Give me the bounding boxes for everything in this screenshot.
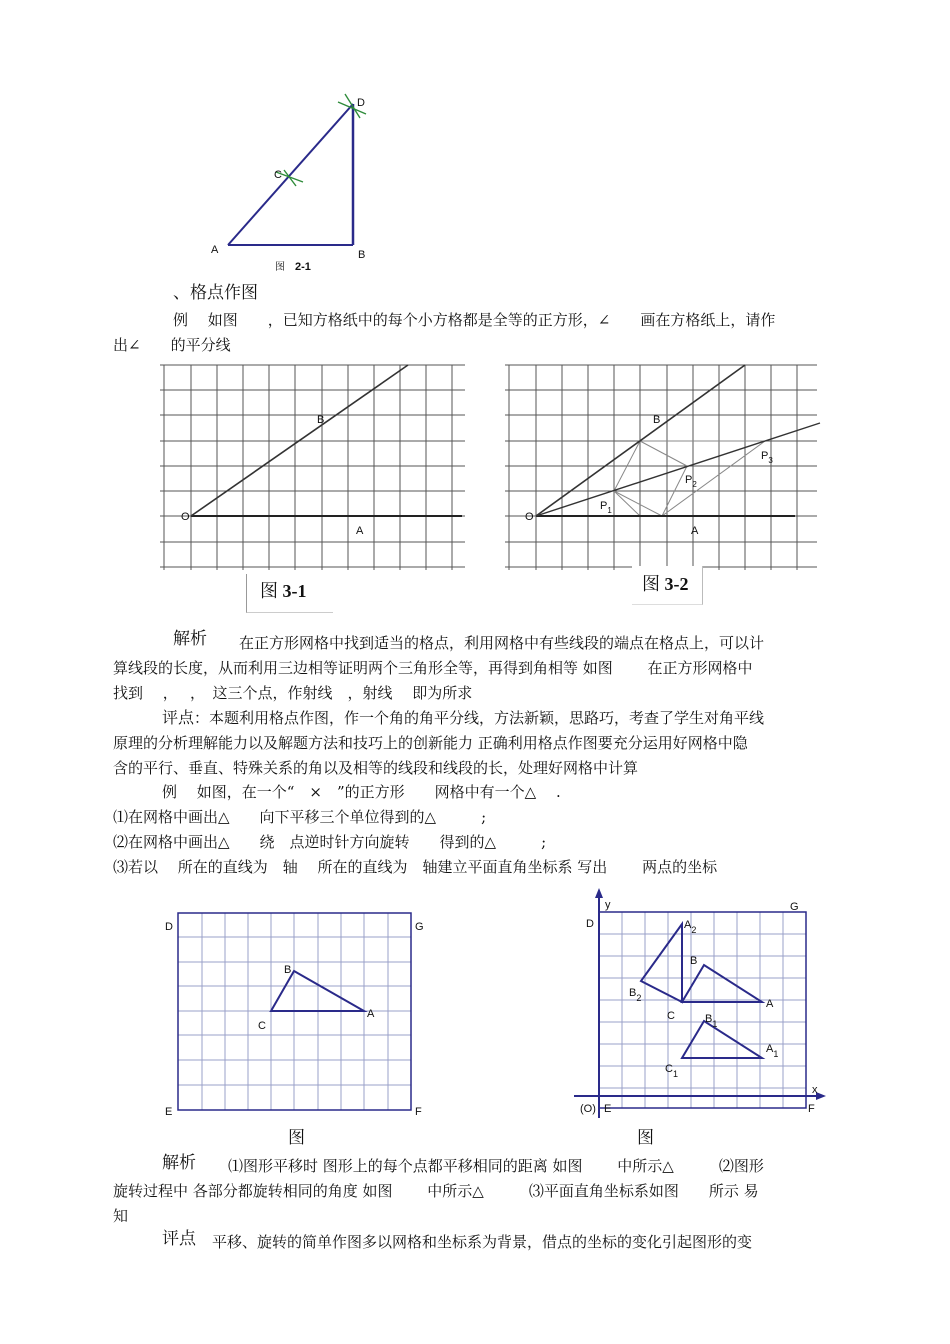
triangle-a2b2c2 [641,924,682,1002]
analysis1-head: 解析 [173,629,207,649]
figure-grid-left[interactable] [150,905,440,1125]
example1-line1: 例 如图 ，已知方格纸中的每个小方格都是全等的正方形，∠ 画在方格纸上，请作 [173,311,776,329]
label-r-d: D [586,918,594,930]
label-p1: $P_1$ [600,500,612,515]
caption-3-1-prefix: 图 [260,581,278,601]
label-r-a: A [766,998,774,1010]
label-r-b: B [690,955,698,967]
label-3-1-b: B [317,414,325,426]
figure-grid-right[interactable] [570,888,840,1128]
figure-3-1[interactable] [160,365,470,575]
label-l-e: E [165,1106,173,1118]
label-r-e: E [604,1103,612,1115]
bisector-ray [536,423,820,516]
x-axis-arrow [816,1092,826,1100]
figure-3-2[interactable] [505,365,825,575]
caption-grid-right: 图 [637,1128,654,1147]
analysis2-line1: ⑴图形平移时 图形上的每个点都平移相同的距离 如图 中所示△ ⑵图形 [228,1157,764,1175]
label-r-a1: $A_1$ [766,1043,779,1059]
triangle-abc-r [682,965,762,1002]
analysis2-line3: 知 [113,1207,129,1225]
label-d: D [357,97,365,109]
caption-3-2 [642,573,689,595]
y-axis-arrow [595,888,603,898]
segment-ad [228,104,353,245]
label-l-b: B [284,964,292,976]
label-r-f: F [808,1103,815,1115]
comment1-line2: 原理的分析理解能力以及解题方法和技巧上的创新能力 正确利用格点作图要充分运用好网格中隐 [113,734,748,752]
comment1-line3: 含的平行、垂直、特殊关系的角以及相等的线段和线段的长，处理好网格中计算 [113,759,639,777]
label-3-2-b: B [653,414,661,426]
analysis1-line1: 在正方形网格中找到适当的格点，利用网格中有些线段的端点在格点上，可以计 [239,634,765,652]
analysis2-head: 解析 [162,1153,196,1173]
figure-2-1 [200,90,380,280]
caption-3-2-number: 3-2 [664,574,689,594]
section-title: 、格点作图 [173,283,258,303]
comment2-line1: 平移、旋转的简单作图多以网格和坐标系为背景，借点的坐标的变化引起图形的变 [212,1233,753,1251]
example2-item2: ⑵在网格中画出△ 绕 点逆时针方向旋转 得到的△ ; [113,833,547,851]
label-r-g: G [790,901,799,913]
label-b: B [358,249,366,261]
label-r-b2: $B_2$ [629,987,642,1003]
label-r-o: (O) [580,1103,596,1115]
label-r-c1: $C_1$ [665,1063,678,1079]
caption-3-1-number: 3-1 [282,581,307,601]
analysis2-line2: 旋转过程中 各部分都旋转相同的角度 如图 中所示△ ⑶平面直角坐标系如图 所示 易 [113,1182,759,1200]
label-r-y: y [605,899,611,911]
label-3-1-o: O [181,511,190,523]
label-p3: $P_3$ [761,450,773,465]
label-r-a2: $A_2$ [684,919,697,935]
label-3-2-o: O [525,511,534,523]
caption-2-1-prefix: 图 [275,262,285,273]
label-l-f: F [415,1106,422,1118]
grid-3-2 [505,365,817,570]
analysis1-line3: 找到 ， ， 这三个点，作射线 ，射线 即为所求 [113,684,473,702]
analysis1-line2: 算线段的长度，从而利用三边相等证明两个三角形全等，再得到角相等 如图 在正方形网格中 [113,659,753,677]
label-r-b1: $B_1$ [705,1013,718,1029]
example2-item3: ⑶若以 所在的直线为 轴 所在的直线为 轴建立平面直角坐标系 写出 两点的坐标 [113,858,718,876]
label-p2: $P_2$ [685,474,697,489]
label-c: C [274,169,282,181]
comment1-line1 [162,707,764,729]
grid-3-1 [160,365,465,570]
example2-item1: ⑴在网格中画出△ 向下平移三个单位得到的△ ; [113,808,487,826]
comment1-head: 评点 [162,708,195,727]
triangle-a1b1c1 [682,1021,762,1058]
label-l-g: G [415,921,424,933]
label-l-c: C [258,1020,266,1032]
example1-line2: 出∠ 的平分线 [113,336,231,354]
comment2-head: 评点 [162,1229,196,1249]
label-3-1-a: A [356,525,364,537]
label-a: A [211,244,219,256]
caption-grid-left: 图 [288,1128,305,1147]
caption-2-1-number: 2-1 [295,261,311,273]
label-l-a: A [367,1008,375,1020]
example2-line1: 例 如图，在一个“ × ”的正方形 网格中有一个△ . [162,783,561,801]
label-l-d: D [165,921,173,933]
caption-3-1 [260,580,307,602]
label-3-2-a: A [691,525,699,537]
label-r-c: C [667,1010,675,1022]
grid-right [599,912,806,1108]
grid-right-border [599,912,806,1108]
comment1-text: ：本题利用格点作图，作一个角的角平分线，方法新颖，思路巧，考查了学生对角平线 [194,709,765,727]
label-r-x: x [812,1084,818,1096]
caption-3-2-prefix: 图 [642,574,660,594]
